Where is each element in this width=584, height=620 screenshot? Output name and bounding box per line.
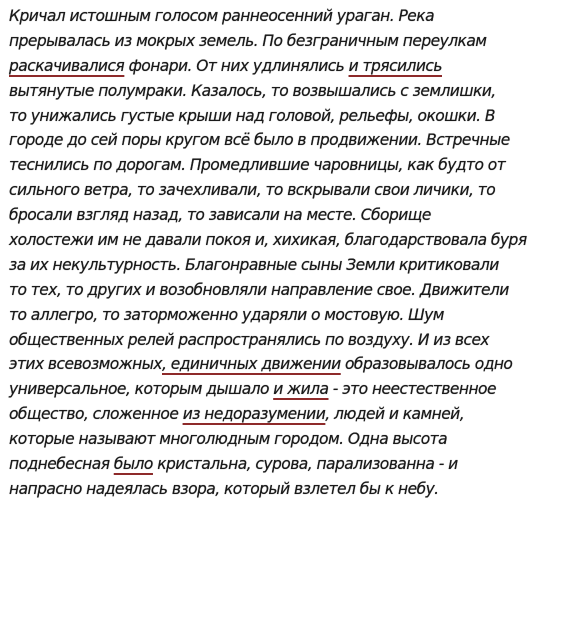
text-segment: за их некультурность. Благонравные сыны Земли критиковали	[9, 255, 499, 274]
text-segment: этих всевозможных	[9, 355, 163, 374]
text-line	[9, 452, 575, 477]
text-line	[9, 352, 575, 377]
underlined-text: из недоразумении	[182, 405, 326, 424]
underlined-text: движении	[261, 355, 341, 374]
text-line	[9, 228, 575, 253]
text-segment: вытянутые полумраки. Казалось, то возвышались с землишки,	[9, 81, 496, 100]
text-segment: напрасно надеялась взора, который взлетел бы к небу.	[9, 479, 439, 498]
text-segment: Кричал истошным голосом раннеосенний ураган. Река	[9, 7, 435, 25]
text-segment: теснились по дорогам. Промедлившие чаровницы, как будто от	[9, 156, 506, 175]
text-line	[9, 328, 575, 353]
text-segment: фонари. От них удлинялись	[124, 56, 349, 75]
text-segment: то унижались густые крыши над головой, рельефы, окошки. В	[9, 106, 495, 125]
text-segment: сильного ветра, то зачехливали, то вскрывали свои личики, то	[9, 181, 496, 200]
text-line	[9, 54, 575, 79]
underlined-text: и трясились	[348, 56, 442, 75]
text-line	[9, 303, 575, 328]
text-line	[9, 203, 575, 228]
underlined-text: и жила	[273, 380, 329, 399]
text-segment: - это неестественное	[328, 380, 496, 399]
text-line	[9, 377, 575, 402]
text-line	[9, 402, 575, 427]
underlined-text: было	[113, 455, 153, 474]
text-line	[9, 427, 575, 452]
text-segment: которые называют многолюдным городом. Одна высота	[9, 430, 448, 449]
text-segment: то аллегро, то заторможенно ударяли о мостовую. Шум	[9, 305, 444, 324]
text-segment: прерывалась из мокрых земель. По безграничным переулкам	[9, 31, 487, 50]
text-line	[9, 278, 575, 303]
underlined-text: раскачивалися	[9, 56, 125, 75]
text-segment: образовывалось одно	[340, 355, 513, 374]
text-line	[9, 4, 575, 29]
text-segment: бросали взгляд назад, то зависали на месте. Сборище	[9, 206, 431, 225]
text-line	[9, 153, 575, 178]
text-segment: общественных релей распространялись по воздуху. И из всех	[9, 330, 490, 349]
text-segment: холостежи им не давали покоя и, хихикая, благодарствовала буря	[9, 231, 527, 250]
underlined-text: , единичных	[162, 355, 262, 374]
text-segment: поднебесная	[9, 455, 114, 474]
text-line	[9, 477, 575, 502]
text-segment: , людей и камней,	[325, 405, 465, 424]
text-line	[9, 104, 575, 129]
text-line	[9, 29, 575, 54]
text-segment: то тех, то других и возобновляли направление свое. Движители	[9, 280, 509, 299]
text-segment: кристальна, сурова, парализованна - и	[152, 455, 458, 474]
text-document	[9, 4, 579, 502]
text-segment: городе до сей поры кругом всё было в продвижении. Встречные	[9, 131, 510, 150]
text-line	[9, 253, 575, 278]
text-line	[9, 128, 575, 153]
text-line	[9, 178, 575, 203]
text-segment: общество, сложенное	[9, 405, 183, 424]
text-line	[9, 79, 575, 104]
text-segment: универсальное, которым дышало	[9, 380, 274, 399]
